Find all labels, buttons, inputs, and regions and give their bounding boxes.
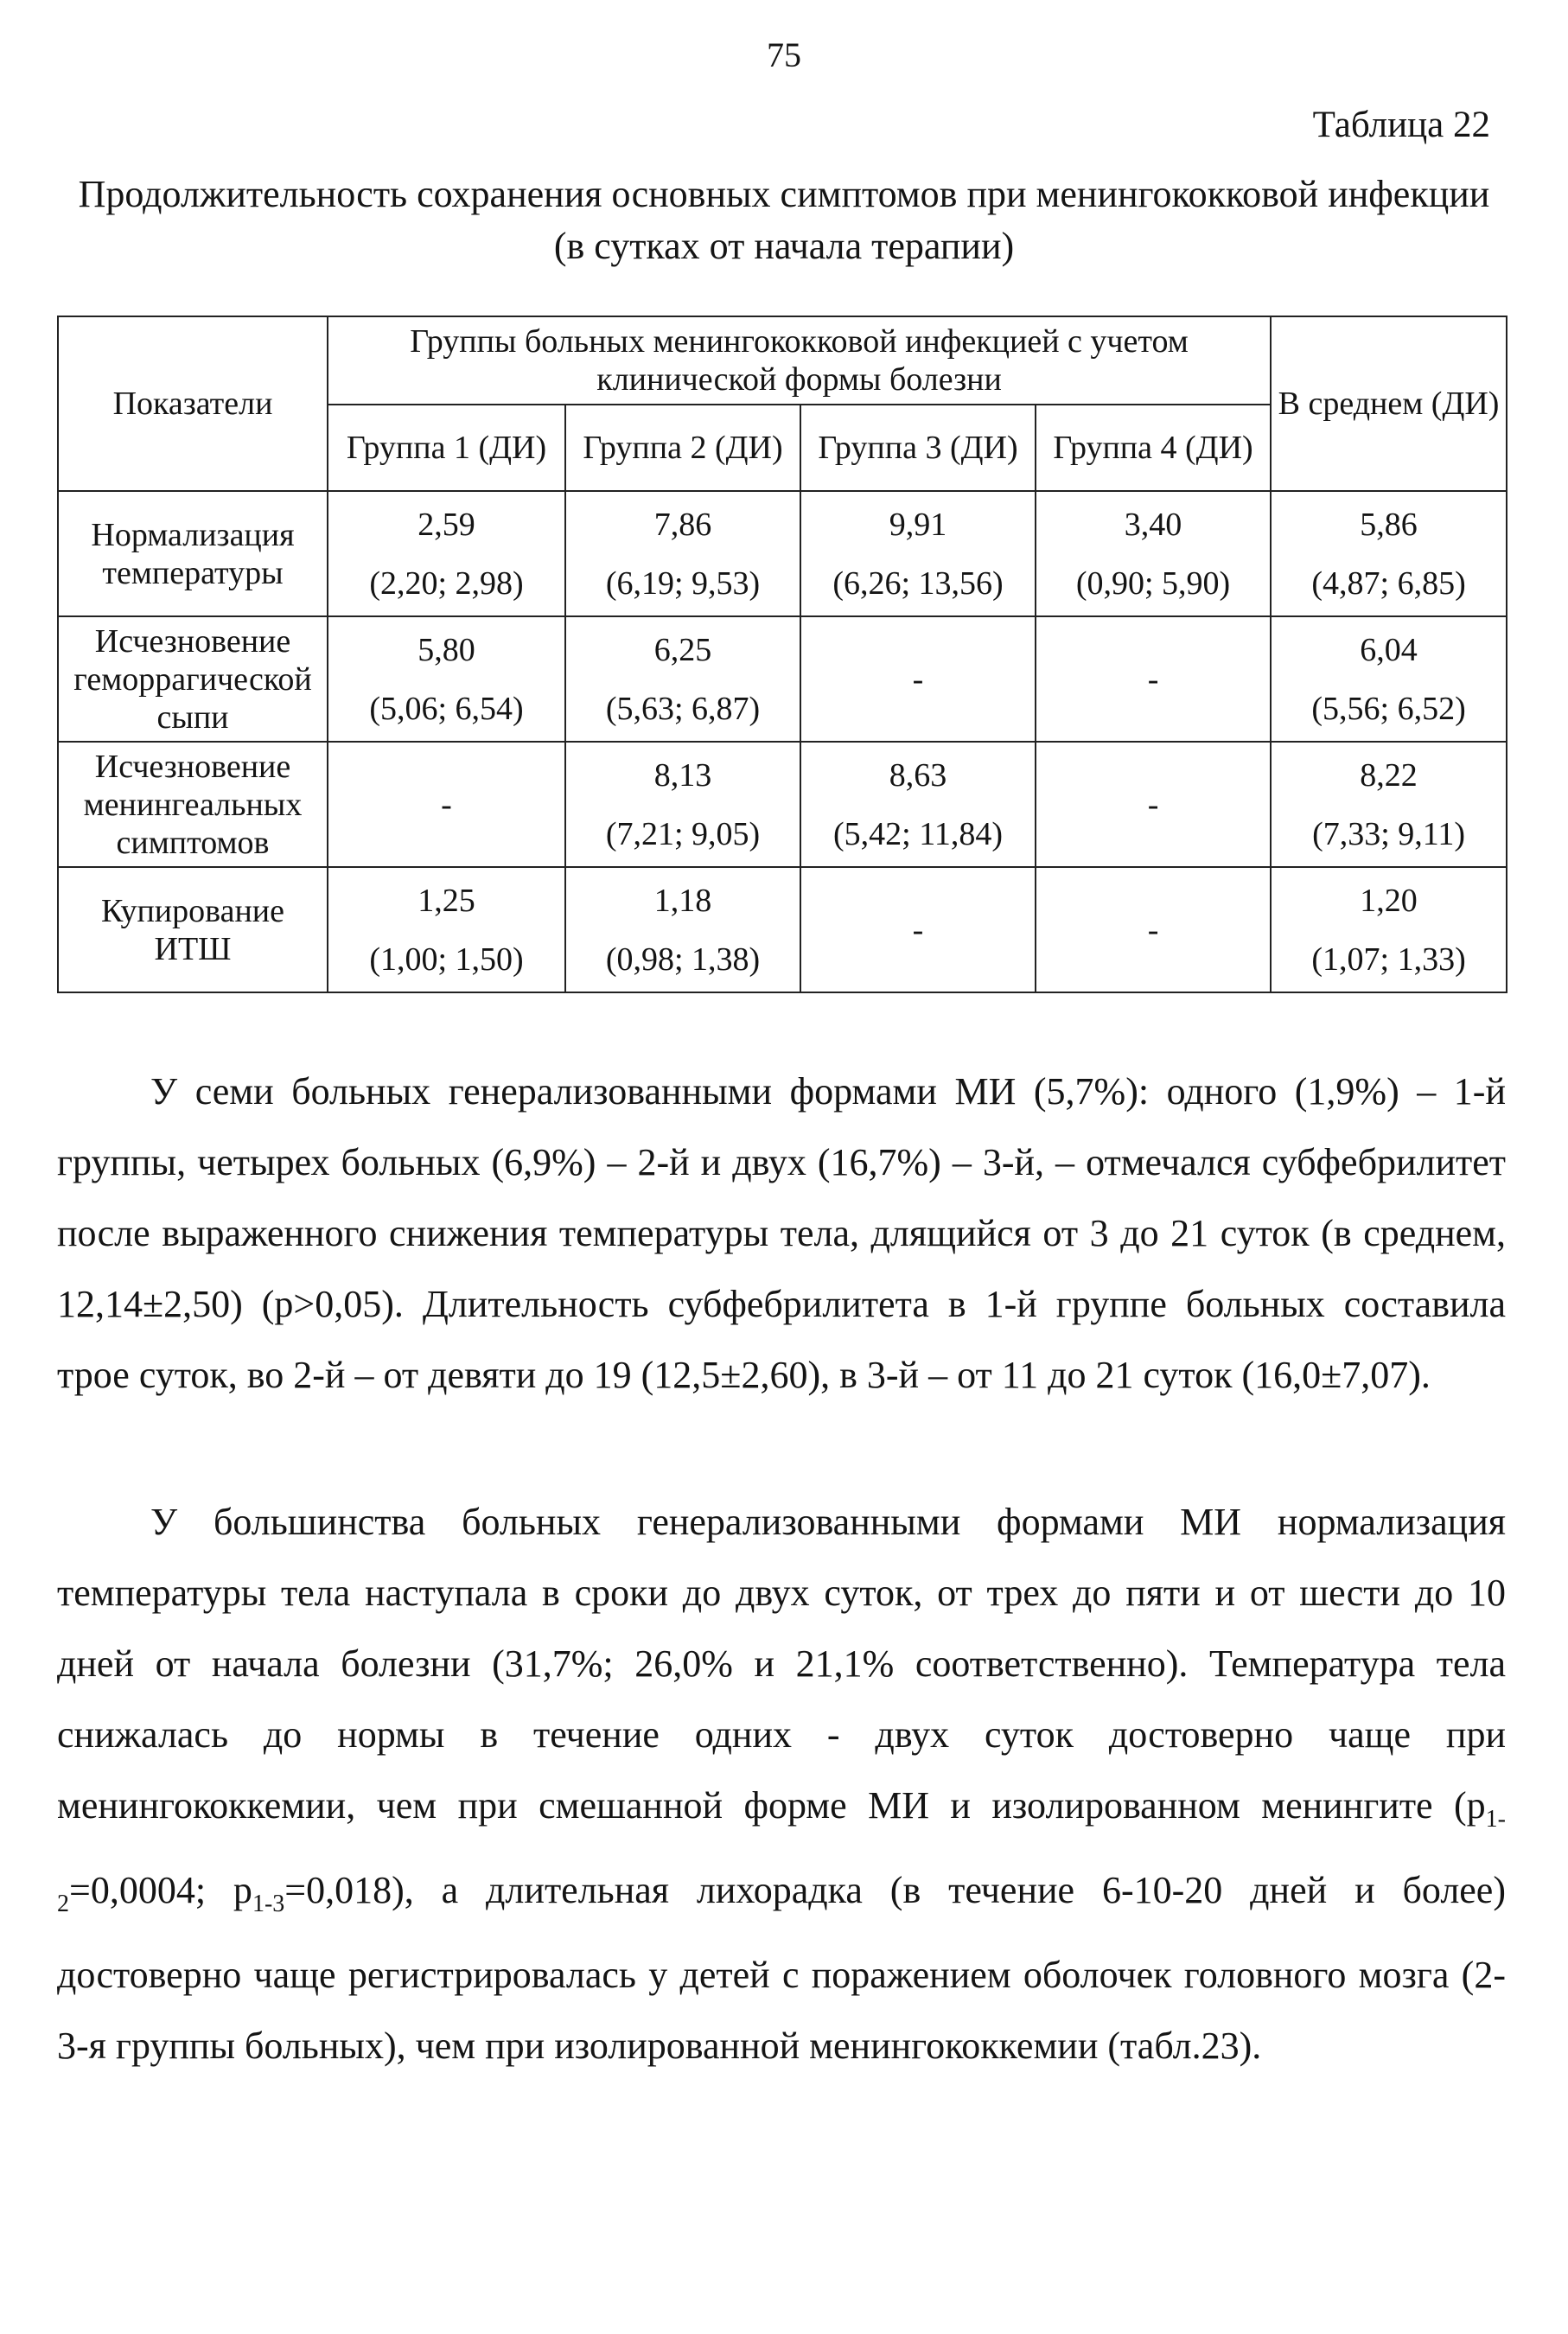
cell-ci: (0,98; 1,38) [605, 941, 761, 978]
paragraph-2 [57, 1487, 1506, 2082]
row-label: Исчезновение геморрагической сыпи [58, 616, 328, 742]
row-label: Нормализация температуры [58, 491, 328, 616]
cell-dash: - [912, 660, 924, 698]
cell-value: 8,13 [653, 756, 712, 794]
paragraph-2-text [57, 1487, 1506, 2082]
header-group-1: Группа 1 (ДИ) [328, 405, 565, 491]
cell-ci: (1,07; 1,33) [1311, 941, 1466, 978]
subscript-1-3: 1-3 [252, 1890, 285, 1917]
table-cell [1036, 491, 1271, 616]
cell-dash: - [1147, 660, 1159, 698]
row-label: Исчезновение менингеальных симптомов [58, 742, 328, 867]
header-group-4: Группа 4 (ДИ) [1036, 405, 1271, 491]
cell-ci: (5,63; 6,87) [605, 690, 761, 727]
table-cell [1271, 742, 1507, 867]
cell-dash: - [441, 786, 452, 823]
cell-value: 7,86 [653, 506, 712, 543]
paragraph-2-part-1: У большинства больных генерализованными формами МИ нормализация температуры тела наступала в сроки до двух суток, от трех до пяти и от шести до 10 дней от начала болезни (31,7%; 26,0% и 21,1% соответственно). Температура тела снижалась до нормы в течение одних - двух суток достоверно чаще при менингококкемии, чем при смешанной форме МИ и изолированном менингите (p [57, 1501, 1506, 1827]
paragraph-1 [57, 1056, 1506, 1411]
cell-value: 5,80 [417, 631, 475, 668]
table-cell [328, 742, 565, 867]
header-group-2: Группа 2 (ДИ) [565, 405, 800, 491]
cell-value: 1,20 [1360, 882, 1418, 919]
cell-ci: (4,87; 6,85) [1311, 564, 1466, 602]
cell-ci: (6,19; 9,53) [605, 564, 761, 602]
header-groups-span: Группы больных менингококковой инфекцией с учетом клинической формы болезни [328, 316, 1271, 405]
cell-ci: (2,20; 2,98) [369, 564, 524, 602]
cell-ci: (5,42; 11,84) [833, 815, 1003, 852]
paragraph-1-text: У семи больных генерализованными формами МИ (5,7%): одного (1,9%) – 1-й группы, четырех больных (6,9%) – 2-й и двух (16,7%) – 3-й, – отмечался субфебрилитет после выраженного снижения температуры тела, длящийся от 3 до 21 суток (в среднем, 12,14±2,50) (p>0,05). Длительность субфебрилитета в 1-й группе больных составила трое суток, во 2-й – от девяти до 19 (12,5±2,60), в 3-й – от 11 до 21 суток (16,0±7,07). [57, 1070, 1506, 1396]
cell-value: 8,63 [889, 756, 947, 794]
cell-value: 8,22 [1360, 756, 1418, 794]
table-cell [565, 616, 800, 742]
cell-value: 2,59 [417, 506, 475, 543]
table-cell [565, 491, 800, 616]
paragraph-2-part-2: =0,0004; p [69, 1868, 252, 1911]
cell-value: 6,25 [653, 631, 712, 668]
header-indicator: Показатели [58, 316, 328, 491]
table-cell [1271, 616, 1507, 742]
cell-dash: - [1147, 911, 1159, 948]
paragraph-2-part-3: =0,018), а длительная лихорадка (в течение 6-10-20 дней и более) достоверно чаще регистрировалась у детей с поражением оболочек головного мозга (2-3-я группы больных), чем при изолированной менингококкемии (табл.23). [57, 1868, 1506, 2067]
cell-dash: - [1147, 786, 1159, 823]
table-cell [800, 616, 1036, 742]
table-row [58, 616, 1507, 742]
cell-dash: - [912, 911, 924, 948]
cell-ci: (5,56; 6,52) [1311, 690, 1466, 727]
table-cell [800, 491, 1036, 616]
table-cell [1271, 867, 1507, 992]
row-label: Купирование ИТШ [58, 867, 328, 992]
cell-value: 5,86 [1360, 506, 1418, 543]
cell-value: 3,40 [1124, 506, 1182, 543]
cell-ci: (7,33; 9,11) [1312, 815, 1466, 852]
table-cell [328, 867, 565, 992]
table-title: Продолжительность сохранения основных симптомов при менингококковой инфекции (в сутках от начала терапии) [78, 173, 1490, 267]
page-number: 75 [767, 35, 801, 74]
table-label: Таблица 22 [1312, 105, 1490, 145]
table-cell [328, 491, 565, 616]
table-row [58, 742, 1507, 867]
subscript-1-2: 1-2 [57, 1805, 1506, 1917]
table-cell [800, 867, 1036, 992]
header-group-3: Группа 3 (ДИ) [800, 405, 1036, 491]
cell-value: 1,25 [417, 882, 475, 919]
table-row [58, 867, 1507, 992]
table-row [58, 491, 1507, 616]
table-cell [800, 742, 1036, 867]
table-cell [1036, 616, 1271, 742]
table-cell [565, 867, 800, 992]
cell-ci: (6,26; 13,56) [832, 564, 1004, 602]
header-average: В среднем (ДИ) [1271, 316, 1507, 491]
table-cell [565, 742, 800, 867]
cell-value: 1,18 [653, 882, 712, 919]
table-cell [1036, 742, 1271, 867]
table-cell [1036, 867, 1271, 992]
cell-ci: (7,21; 9,05) [605, 815, 761, 852]
table-cell [328, 616, 565, 742]
table-cell [1271, 491, 1507, 616]
symptom-duration-table [57, 316, 1507, 993]
cell-ci: (5,06; 6,54) [369, 690, 524, 727]
cell-ci: (0,90; 5,90) [1075, 564, 1231, 602]
cell-value: 6,04 [1360, 631, 1418, 668]
cell-value: 9,91 [889, 506, 947, 543]
cell-ci: (1,00; 1,50) [369, 941, 524, 978]
